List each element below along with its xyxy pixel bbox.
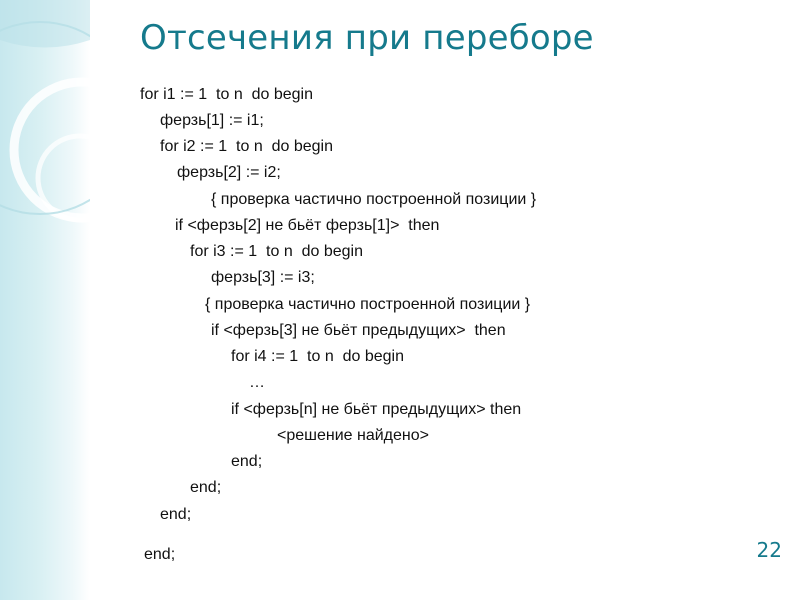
code-line: end; (160, 506, 192, 523)
code-line: end; (190, 479, 222, 496)
page-number: 22 (756, 538, 782, 562)
code-line: ферзь[1] := i1; (160, 112, 264, 129)
code-line: for i4 := 1 to n do begin (231, 348, 405, 365)
code-line: if <ферзь[3] не бьёт предыдущих> then (211, 322, 506, 339)
code-line: { проверка частично построенной позиции } (211, 191, 537, 208)
code-line: for i1 := 1 to n do begin (140, 86, 314, 103)
code-line: if <ферзь[2] не бьёт ферзь[1]> then (175, 217, 440, 234)
code-line: <решение найдено> (277, 427, 429, 444)
code-line: ферзь[3] := i3; (211, 269, 315, 286)
code-line: { проверка частично построенной позиции } (205, 296, 531, 313)
code-line: for i2 := 1 to n do begin (160, 138, 334, 155)
code-line: for i3 := 1 to n do begin (190, 243, 364, 260)
code-line: end; (144, 546, 176, 563)
code-line: … (249, 374, 265, 391)
code-line: end; (231, 453, 263, 470)
code-line: if <ферзь[n] не бьёт предыдущих> then (231, 401, 522, 418)
slide-title: Отсечения при переборе (140, 18, 594, 58)
code-line: ферзь[2] := i2; (177, 164, 281, 181)
